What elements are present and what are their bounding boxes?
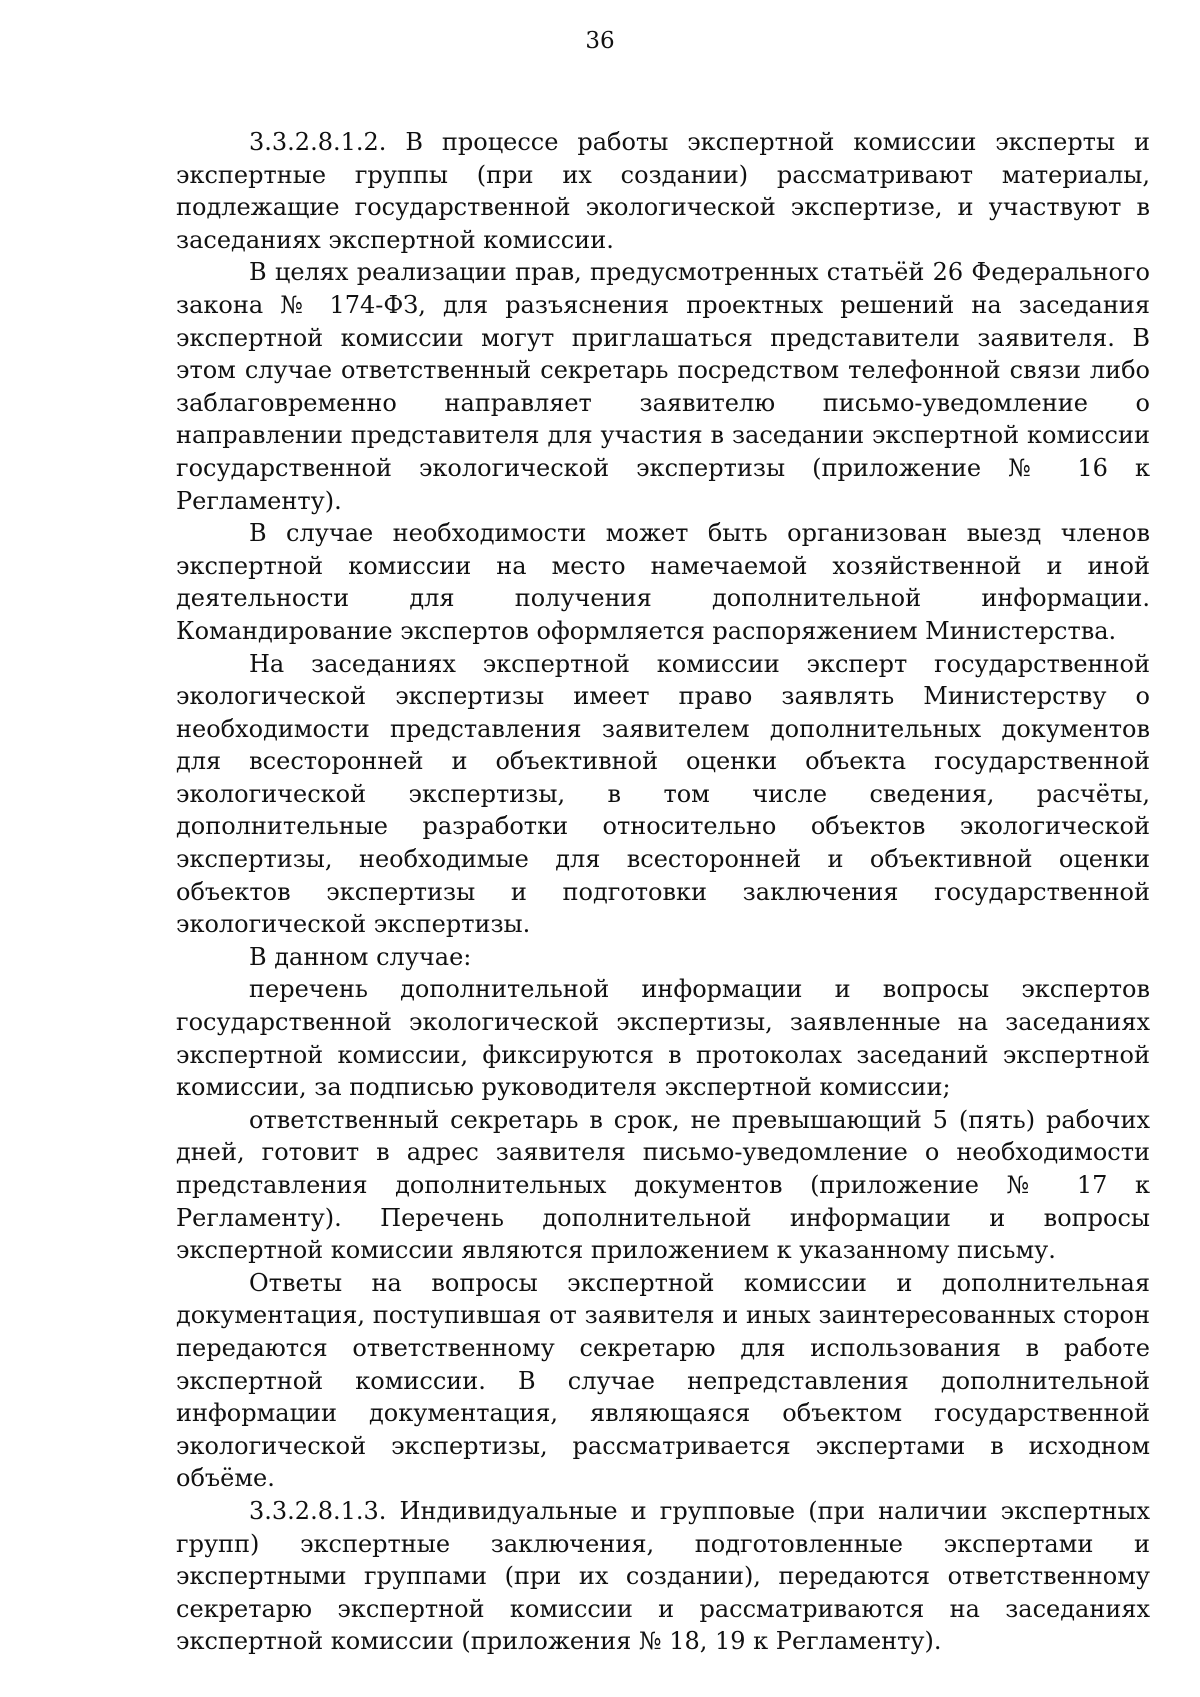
page-number: 36: [585, 28, 615, 54]
paragraph-in-this-case: В данном случае:: [249, 942, 472, 971]
paragraph-representatives-invitation: В целях реализации прав, предусмотренных статьёй 26 Федерального закона № 174-ФЗ, для разъяснения проектных решений на заседания экспертной комиссии могут приглашаться представители заявителя. В этом случае ответственный секретарь посредством телефонной связи либо заблаговременно направляет заявителю письмо-уведомление о направлении представителя для участия в заседании экспертной комиссии государственной экологической экспертизы (приложение № 16 к Регламенту).: [176, 258, 1150, 515]
paragraph-additional-documents-right: На заседаниях экспертной комиссии эксперт государственной экологической экспертизы имеет право заявлять Министерству о необходимости представления заявителем дополнительных документов для всесторонней и объективной оценки объекта государственной экологической экспертизы, в том числе сведения, расчёты, дополнительные разработки относительно объектов экологической экспертизы, необходимые для всесторонней и объективной оценки объектов экспертизы и подготовки заключения государственной экологической экспертизы.: [176, 649, 1150, 939]
document-body: [176, 126, 1150, 1658]
paragraph-notification-letter: ответственный секретарь в срок, не превышающий 5 (пять) рабочих дней, готовит в адрес заявителя письмо-уведомление о необходимости представления дополнительных документов (приложение № 17 к Регламенту). Перечень дополнительной информации и вопросы экспертной комиссии являются приложением к указанному письму.: [176, 1105, 1150, 1265]
paragraph-site-visit: В случае необходимости может быть организован выезд членов экспертной комиссии на место намечаемой хозяйственной и иной деятельности для получения дополнительной информации. Командирование экспертов оформляется распоряжением Министерства.: [176, 519, 1150, 645]
paragraph-3-3-2-8-1-3: 3.3.2.8.1.3. Индивидуальные и групповые (при наличии экспертных групп) экспертные заключения, подготовленные экспертами и экспертными группами (при их создании), передаются ответственному секретарю экспертной комиссии и рассматриваются на заседаниях экспертной комиссии (приложения № 18, 19 к Регламенту).: [176, 1496, 1150, 1656]
paragraph-3-3-2-8-1-2: 3.3.2.8.1.2. В процессе работы экспертной комиссии эксперты и экспертные группы (при их создании) рассматривают материалы, подлежащие государственной экологической экспертизе, и участвуют в заседаниях экспертной комиссии.: [176, 128, 1150, 254]
paragraph-questions-recorded: перечень дополнительной информации и вопросы экспертов государственной экологической экспертизы, заявленные на заседаниях экспертной комиссии, фиксируются в протоколах заседаний экспертной комиссии, за подписью руководителя экспертной комиссии;: [176, 975, 1150, 1102]
paragraph-answers-transfer: Ответы на вопросы экспертной комиссии и дополнительная документация, поступившая от заявителя и иных заинтересованных сторон передаются ответственному секретарю для использования в работе экспертной комиссии. В случае непредставления дополнительной информации документация, являющаяся объектом государственной экологической экспертизы, рассматривается экспертами в исходном объёме.: [176, 1268, 1150, 1493]
